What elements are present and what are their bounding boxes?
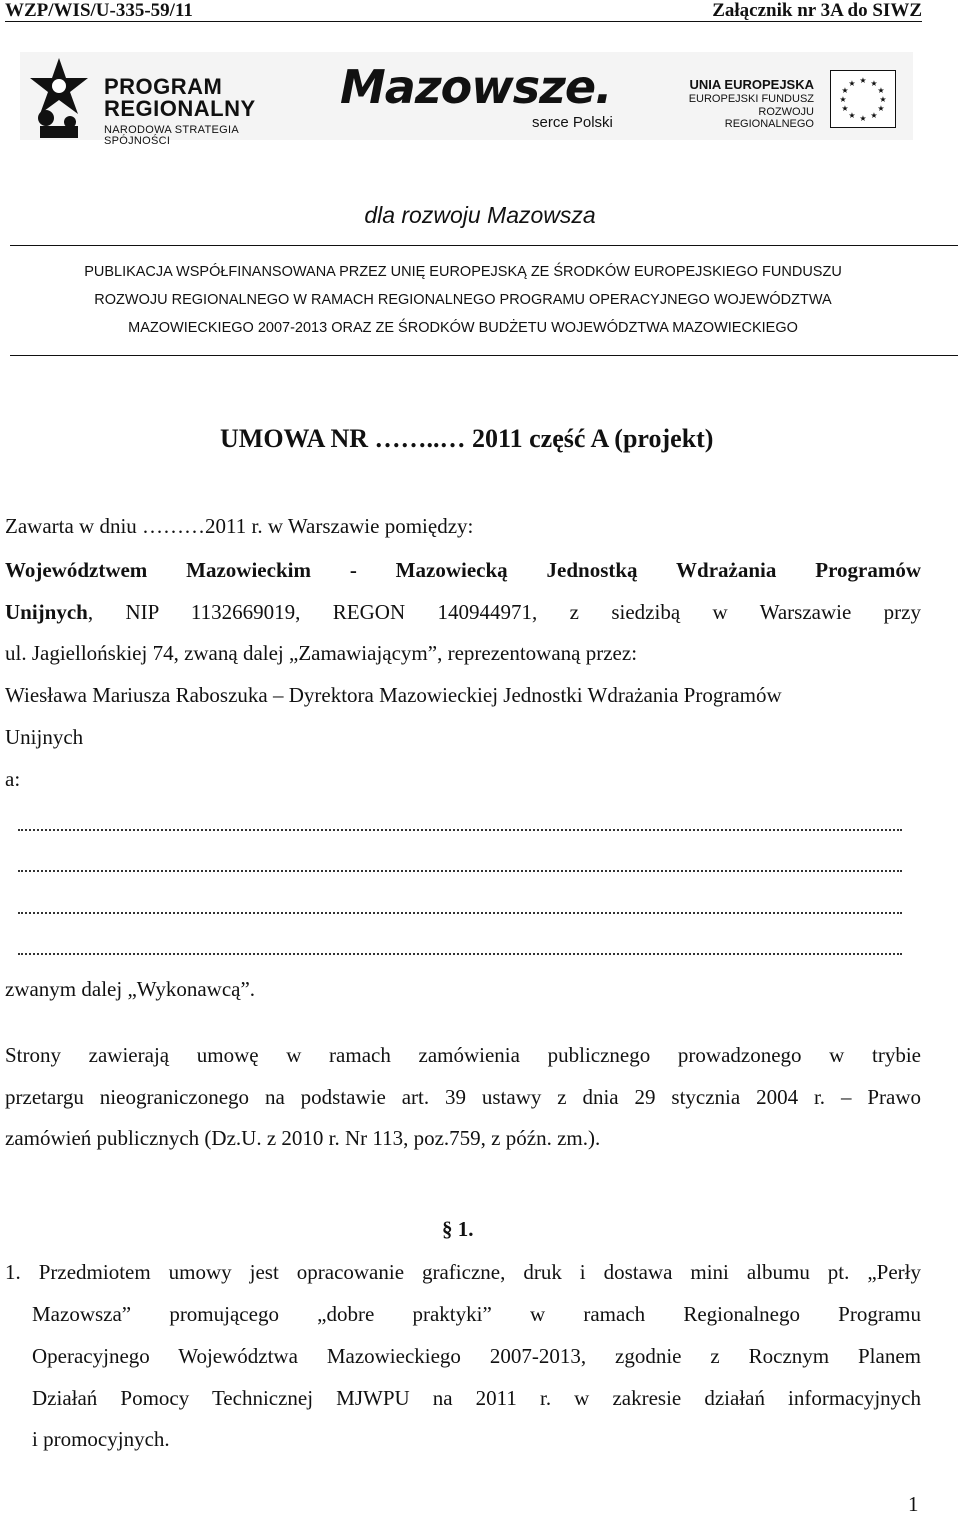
preamble-line1: Strony zawierają umowę w ramach zamówienia publicznego prowadzonego w trybie	[5, 1043, 921, 1067]
contractor-blank-line[interactable]	[18, 870, 902, 873]
parties-line3	[5, 591, 921, 633]
contractor-blank-line[interactable]	[18, 953, 902, 956]
program-line1: PROGRAM	[104, 74, 223, 99]
mazowsze-wordmark: Mazowsze.	[340, 60, 612, 114]
svg-text:★: ★	[877, 86, 885, 95]
contract-title: UMOWA NR ……..… 2011 część A (projekt)	[220, 424, 714, 453]
parties-line2: Województwem Mazowieckim - Mazowiecką Jednostką Wdrażania Programów	[5, 558, 921, 582]
svg-text:★: ★	[859, 114, 867, 123]
parties-line4: ul. Jagiellońskiej 74, zwaną dalej „Zamawiającym”, reprezentowaną przez:	[5, 641, 638, 665]
parties-line7: a:	[5, 767, 21, 791]
header-rule	[5, 21, 922, 22]
parties-line1: Zawarta w dniu ………2011 r. w Warszawie pomiędzy:	[5, 514, 474, 538]
publication-line1: PUBLIKACJA WSPÓŁFINANSOWANA PRZEZ UNIĘ EUROPEJSKĄ ZE ŚRODKÓW EUROPEJSKIEGO FUNDUSZU	[84, 264, 842, 280]
publication-line2: ROZWOJU REGIONALNEGO W RAMACH REGIONALNEGO PROGRAMU OPERACYJNEGO WOJEWÓDZTWA	[94, 292, 832, 308]
svg-text:★: ★	[859, 76, 867, 85]
section1-line1: 1. Przedmiotem umowy jest opracowanie graficzne, druk i dostawa mini albumu pt. „Perły	[5, 1260, 921, 1284]
eu-text	[668, 78, 814, 131]
section1-line2: Mazowsza” promującego „dobre praktyki” w ramach Regionalnego Programu	[32, 1302, 921, 1326]
bottom-rule	[10, 355, 958, 356]
program-star-icon	[26, 56, 92, 140]
logo-band	[20, 52, 913, 147]
eu-line1: UNIA EUROPEJSKA	[689, 77, 814, 92]
svg-text:★: ★	[870, 111, 878, 120]
contractor-blank-line[interactable]	[18, 912, 902, 915]
svg-text:★: ★	[841, 86, 849, 95]
publication-line3: MAZOWIECKIEGO 2007-2013 ORAZ ZE ŚRODKÓW BUDŻETU WOJEWÓDZTWA MAZOWIECKIEGO	[128, 320, 798, 336]
svg-text:★: ★	[841, 104, 849, 113]
parties-line8: zwanym dalej „Wykonawcą”.	[5, 977, 256, 1001]
section1-line3: Operacyjnego Województwa Mazowieckiego 2007-2013, zgodnie z Rocznym Planem	[32, 1344, 921, 1368]
parties-line5: Wiesława Mariusza Raboszuka – Dyrektora Mazowieckiej Jednostki Wdrażania Programów	[5, 683, 782, 707]
section1-line5: i promocyjnych.	[32, 1427, 170, 1451]
attachment-label: Załącznik nr 3A do SIWZ	[712, 0, 922, 21]
parties-unijnych: Unijnych	[5, 600, 88, 624]
tagline: dla rozwoju Mazowsza	[364, 202, 596, 228]
top-rule	[10, 245, 958, 246]
mazowsze-subtitle: serce Polski	[532, 114, 613, 131]
program-text	[104, 76, 296, 147]
contractor-blank-line[interactable]	[18, 829, 902, 832]
page-number: 1	[908, 1492, 919, 1516]
svg-text:★: ★	[848, 79, 856, 88]
eu-line3: ROZWOJU REGIONALNEGO	[724, 105, 814, 131]
eu-line2: EUROPEJSKI FUNDUSZ	[688, 92, 814, 105]
section1-line4: Działań Pomocy Technicznej MJWPU na 2011 r. w zakresie działań informacyjnych	[32, 1386, 921, 1410]
preamble-line3: zamówień publicznych (Dz.U. z 2010 r. Nr 113, poz.759, z późn. zm.).	[5, 1126, 601, 1150]
preamble-line2: przetargu nieograniczonego na podstawie art. 39 ustawy z dnia 29 stycznia 2004 r. – Prawo	[5, 1085, 921, 1109]
eu-flag-icon	[830, 70, 896, 128]
svg-text:★: ★	[848, 111, 856, 120]
parties-line6: Unijnych	[5, 725, 84, 749]
program-regionalny-logo	[26, 56, 296, 147]
svg-text:★: ★	[877, 104, 885, 113]
section-heading: § 1.	[442, 1217, 474, 1241]
eu-logo	[668, 70, 908, 130]
document-reference: WZP/WIS/U-335-59/11	[5, 0, 193, 21]
svg-text:★: ★	[879, 95, 887, 104]
publication-notice	[0, 258, 926, 342]
parties-line3-rest: , NIP 1132669019, REGON 140944971, z siedzibą w Warszawie przy	[87, 600, 921, 624]
svg-text:★: ★	[870, 79, 878, 88]
program-line2: REGIONALNY	[104, 96, 256, 121]
svg-text:★: ★	[839, 95, 847, 104]
program-line3: NARODOWA STRATEGIA SPÓJNOŚCI	[104, 124, 239, 147]
page-header	[5, 0, 922, 22]
mazowsze-logo	[340, 60, 640, 138]
